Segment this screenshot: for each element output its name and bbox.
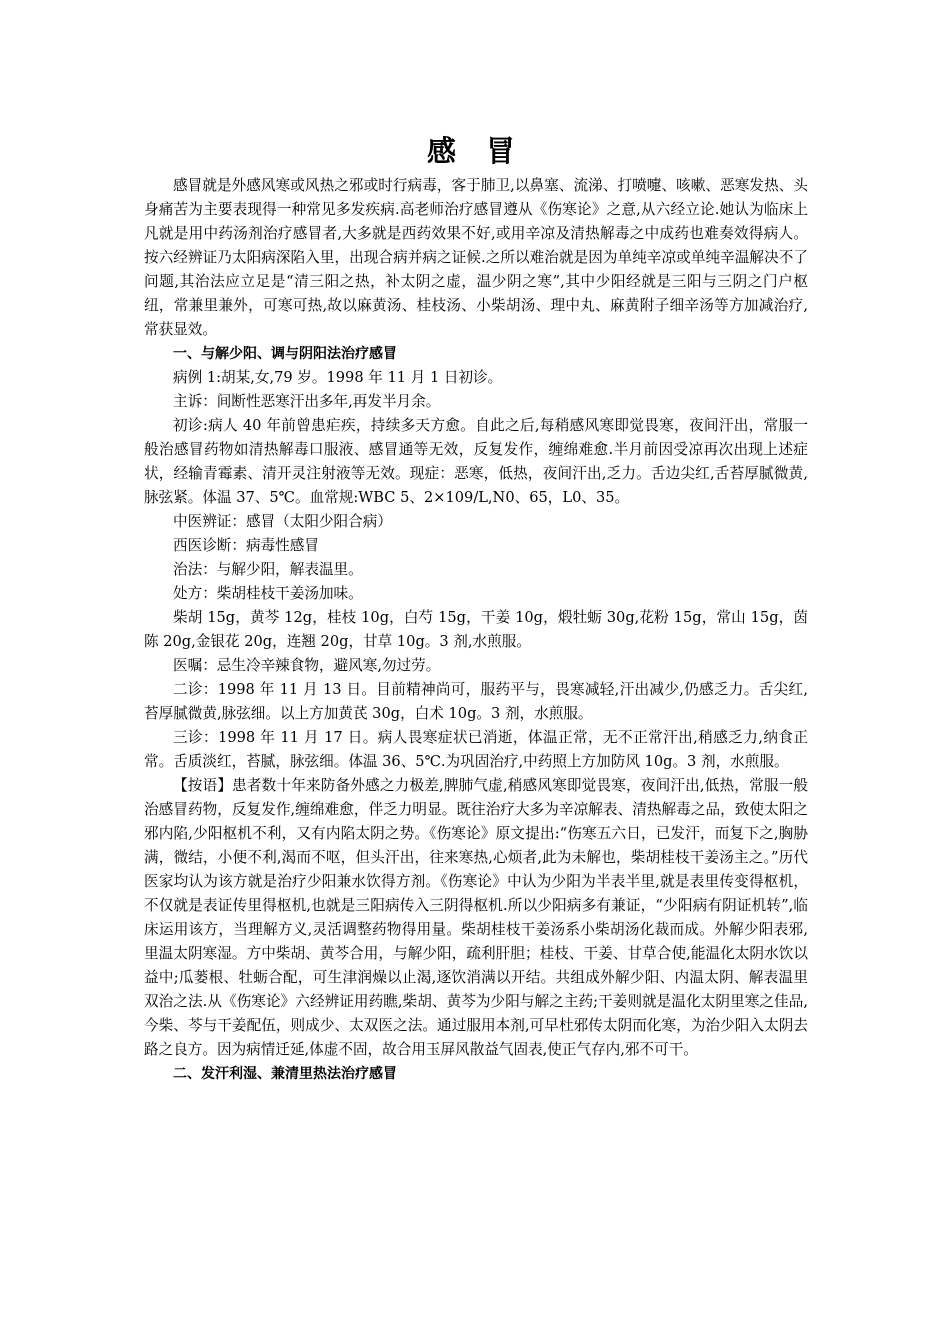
- complaint-line: 主诉：间断性恶寒汗出多年,再发半月余。: [173, 393, 441, 410]
- second-visit-paragraph: 二诊：1998 年 11 月 13 日。目前精神尚可，服药平与，畏寒减轻,汗出减少,仍感乏力。舌尖红,苔厚腻微黄,脉弦细。以上方加黄芪 30g，白术 10g。3 剂，水煎服。: [144, 681, 808, 722]
- section-heading-2: 二、发汗利湿、兼清里热法治疗感冒: [173, 1066, 397, 1082]
- tcm-diagnosis-line: 中医辨证：感冒（太阳少阳合病）: [173, 513, 392, 530]
- case-line: 病例 1:胡某,女,79 岁。1998 年 11 月 1 日初诊。: [173, 369, 503, 386]
- commentary-paragraph: 【按语】患者数十年来防备外感之力极差,脾肺气虚,稍感风寒即觉畏寒，夜间汗出,低热，常服一般治感冒药物，反复发作,缠绵难愈，伴乏力明显。既往治疗大多为辛凉解表、清热解毒之品，致使太阳之邪内陷,少阳枢机不利，又有内陷太阴之势。《伤寒论》原文提出:“伤寒五六日，已发汗，而复下之,胸胁满，微结，小便不利,渴而不呕，但头汗出，往来寒热,心烦者,此为未解也，柴胡桂枝干姜汤主之。”历代医家均认为该方就是治疗少阳兼水饮得方剂。《伤寒论》中认为少阳为半表半里,就是表里传变得枢机，不仅就是表证传里得枢机,也就是三阳病传入三阴得枢机.所以少阳病多有兼证，“少阳病有阴证机转”,临床运用该方，当理解方义,灵活调整药物得用量。柴胡桂枝干姜汤系小柴胡汤化裁而成。外解少阳表邪,里温太阴寒湿。方中柴胡、黄芩合用，与解少阳，疏利肝胆；桂枝、干姜、甘草合使,能温化太阴水饮以益中;瓜蒌根、牡蛎合配，可生津润燥以止渴,逐饮消满以开结。共组成外解少阳、内温太阴、解表温里双治之法.从《伤寒论》六经辨证用药瞧,柴胡、黄芩为少阳与解之主药;干姜则就是温化太阴里寒之佳品,今柴、芩与干姜配伍，则成少、太双医之法。通过服用本剂,可早杜邪传太阴而化寒，为治少阳入太阴去路之良方。因为病情迁延,体虚不固，故合用玉屏风散益气固表,使正气存内,邪不可干。: [144, 777, 808, 1058]
- first-visit-paragraph: 初诊:病人 40 年前曾患疟疾，持续多天方愈。自此之后,每稍感风寒即觉畏寒，夜间汗出，常服一般治感冒药物如清热解毒口服液、感冒通等无效，反复发作，缠绵难愈.半月前因受凉再次出现上述症状，经输青霉素、清开灵注射液等无效。现症：恶寒，低热，夜间汗出,乏力。舌边尖红,舌苔厚腻微黄,脉弦紧。体温 37、5℃。血常规:WBC 5、2×109/L,N0、65，L0、35。: [144, 417, 808, 506]
- intro-paragraph: 感冒就是外感风寒或风热之邪或时行病毒，客于肺卫,以鼻塞、流涕、打喷嚏、咳嗽、恶寒发热、头身痛苦为主要表现得一种常见多发疾病.高老师治疗感冒遵从《伤寒论》之意,从六经立论.她认为临床上凡就是用中药汤剂治疗感冒者,大多就是西药效果不好,或用辛凉及清热解毒之中成药也难奏效得病人。按六经辨证乃太阳病深陷入里，出现合病并病之证候.之所以难治就是因为单纯辛凉或单纯辛温解决不了问题,其治法应立足是“清三阳之热，补太阴之虚，温少阴之寒”,其中少阳经就是三阳与三阴之门户枢纽，常兼里兼外，可寒可热,故以麻黄汤、桂枝汤、小柴胡汤、理中丸、麻黄附子细辛汤等方加减治疗,常获显效。: [144, 177, 808, 338]
- document-title: 感 冒: [426, 134, 526, 168]
- prescription-line: 处方：柴胡桂枝干姜汤加味。: [173, 585, 363, 602]
- advice-line: 医嘱：忌生冷辛辣食物，避风寒,勿过劳。: [173, 657, 441, 674]
- treatment-method-line: 治法：与解少阳，解表温里。: [173, 561, 363, 578]
- western-diagnosis-line: 西医诊断：病毒性感冒: [173, 537, 319, 554]
- third-visit-paragraph: 三诊：1998 年 11 月 17 日。病人畏寒症状已消逝，体温正常，无不正常汗出,稍感乏力,纳食正常。舌质淡红，苔腻，脉弦细。体温 36、5℃.为巩固治疗,中药照上方加防风 10g。3 剂，水煎服。: [144, 729, 808, 770]
- herbs-paragraph: 柴胡 15g，黄芩 12g，桂枝 10g，白芍 15g，干姜 10g，煅牡蛎 30g,花粉 15g，常山 15g，茵陈 20g,金银花 20g，连翘 20g，甘草 10g。3 剂,水煎服。: [144, 609, 808, 650]
- section-heading: 一、与解少阳、调与阴阳法治疗感冒: [173, 346, 397, 362]
- document-page: [144, 128, 808, 1086]
